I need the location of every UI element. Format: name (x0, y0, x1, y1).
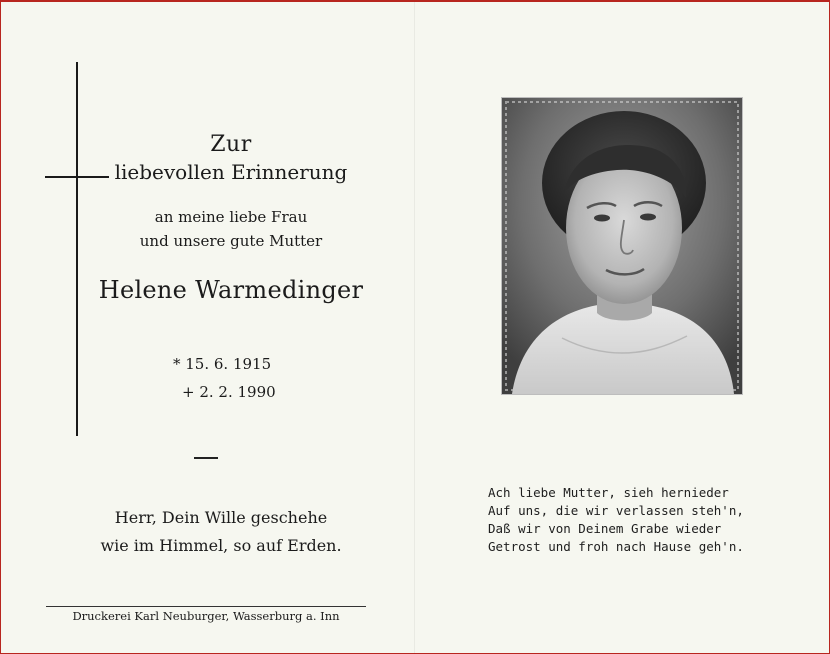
printer-credit: Druckerei Karl Neuburger, Wasserburg a. Inn (72, 609, 340, 623)
poem-line-2: Auf uns, die wir verlassen steh'n, (488, 503, 744, 518)
deceased-name: Helene Warmedinger (98, 276, 364, 304)
printer-rule (46, 606, 366, 607)
poem-line-3: Daß wir von Deinem Grabe wieder (488, 521, 722, 536)
separator-dash (194, 457, 218, 459)
heading-line1: Zur (210, 132, 252, 157)
card-fold (414, 2, 415, 653)
cross-icon-vertical (76, 62, 78, 436)
poem-line-4: Getrost und froh nach Hause geh'n. (488, 539, 744, 554)
dedication-line2: und unsere gute Mutter (139, 232, 323, 250)
prayer-line2: wie im Himmel, so auf Erden. (100, 536, 342, 555)
poem-line-1: Ach liebe Mutter, sieh hernieder (488, 485, 729, 500)
portrait-illustration (502, 98, 742, 394)
death-date: + 2. 2. 1990 (182, 383, 276, 401)
portrait-photo (501, 97, 743, 395)
heading-line2: liebevollen Erinnerung (114, 160, 348, 184)
cross-icon-horizontal (45, 176, 109, 178)
birth-date: * 15. 6. 1915 (173, 355, 272, 373)
prayer-line1: Herr, Dein Wille geschehe (114, 508, 328, 527)
dedication-line1: an meine liebe Frau (154, 208, 308, 226)
